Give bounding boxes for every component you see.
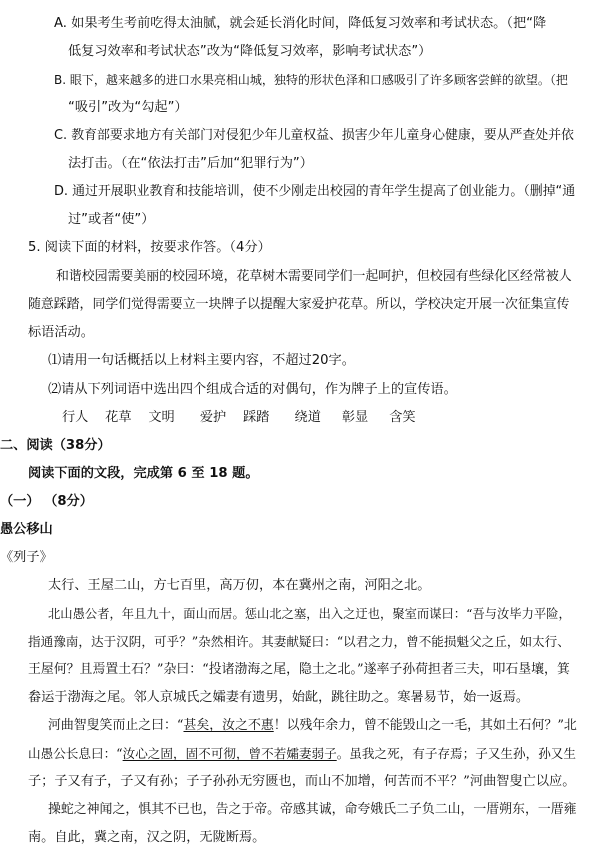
word-item: 彰显 [341,410,369,425]
word-item: 含笑 [389,410,416,425]
passage-title: 愚公移山 [0,522,53,537]
word-item: 踩踏 [243,410,270,425]
question-5-sub2: ⑵请从下列词语中选出四个组成合适的对偶句，作为牌子上的宣传语。 [48,382,457,397]
passage-line: 操蛇之神闻之，惧其不已也，告之于帝。帝感其诚，命夸娥氏二子负二山，一厝朔东，一厝雍 [48,802,577,817]
word-item: 花草 [105,410,132,425]
section-instruction: 阅读下面的文段，完成第 6 至 18 题。 [28,466,259,481]
option-d-line2: 过”或者“使”） [68,212,155,227]
underlined-phrase: 汝心之固，固不可彻，曾不若孀妻弱子 [122,746,337,761]
question-5-paragraph-line3: 标语活动。 [28,325,94,340]
passage-line: 北山愚公者，年且九十，面山而居。惩山北之塞，出入之迂也，聚室而谋曰：“吾与汝毕力平险， [48,607,571,621]
question-5-title: 5. 阅读下面的材料，按要求作答。（4分） [28,240,271,255]
word-item: 行人 [62,410,89,425]
passage-line: 山愚公长息曰：“汝心之固，固不可彻，曾不若孀妻弱子。虽我之死，有子存焉；子又生孙，孙又生 [28,746,576,761]
option-b-line2: “吸引”改为“勾起”） [68,100,188,115]
option-b-line1: B. 眼下，越来越多的进口水果亮相山城，独特的形状色泽和口感吸引了许多顾客尝鲜的欲望。（把 [54,73,568,87]
option-a-line1: A. 如果考生考前吃得太油腻，就会延长消化时间，降低复习效率和考试状态。（把“降 [54,16,547,31]
underlined-phrase: 甚矣，汝之不惠 [183,718,274,733]
option-d-line1: D. 通过开展职业教育和技能培训，使不少刚走出校园的青年学生提高了创业能力。（删掉“通 [54,184,576,199]
word-list [62,409,416,427]
word-item: 爱护 [199,410,227,425]
part-heading: （一） （8分） [0,494,93,509]
section-heading: 二、阅读（38分） [0,438,111,453]
passage-line: 河曲智叟笑而止之曰：“甚矣，汝之不惠！以残年余力，曾不能毁山之一毛，其如土石何？”北 [48,718,577,733]
passage-source: 《列子》 [0,550,53,565]
passage-line: 指通豫南，达于汉阴，可乎？”杂然相许。其妻献疑曰：“以君之力，曾不能损魁父之丘，如太行、 [28,634,570,649]
passage-line: 王屋何？且焉置土石？”杂曰：“投诸渤海之尾，隐土之北。”遂率子孙荷担者三夫，叩石垦壤，箕 [28,662,570,677]
word-item: 绕道 [294,410,321,425]
passage-line: 畚运于渤海之尾。邻人京城氏之孀妻有遗男，始龀，跳往助之。寒暑易节，始一返焉。 [28,690,530,705]
word-item: 文明 [148,410,175,425]
passage-line: 子；子又有子，子又有孙；子子孙孙无穷匮也，而山不加增，何苦而不平？”河曲智叟亡以应。 [28,774,576,789]
option-c-line2: 法打击。（在“依法打击”后加“犯罪行为”） [68,156,313,171]
passage-line: 南。自此，冀之南，汉之阴，无陇断焉。 [28,830,266,845]
passage-line: 太行、王屋二山，方七百里，高万仞，本在冀州之南，河阳之北。 [48,578,431,593]
question-5-paragraph-line2: 随意踩踏，同学们觉得需要立一块牌子以提醒大家爱护花草。所以，学校决定开展一次征集宣传 [28,297,570,312]
option-a-line2: 低复习效率和考试状态”改为“降低复习效率，影响考试状态”） [68,44,432,59]
question-5-sub1: ⑴请用一句话概括以上材料主要内容，不超过20字。 [48,353,355,368]
option-c-line1: C. 教育部要求地方有关部门对侵犯少年儿童权益、损害少年儿童身心健康，要从严查处并依 [54,128,574,143]
question-5-paragraph-line1: 和谐校园需要美丽的校园环境，花草树木需要同学们一起呵护，但校园有些绿化区经常被人 [56,269,572,284]
